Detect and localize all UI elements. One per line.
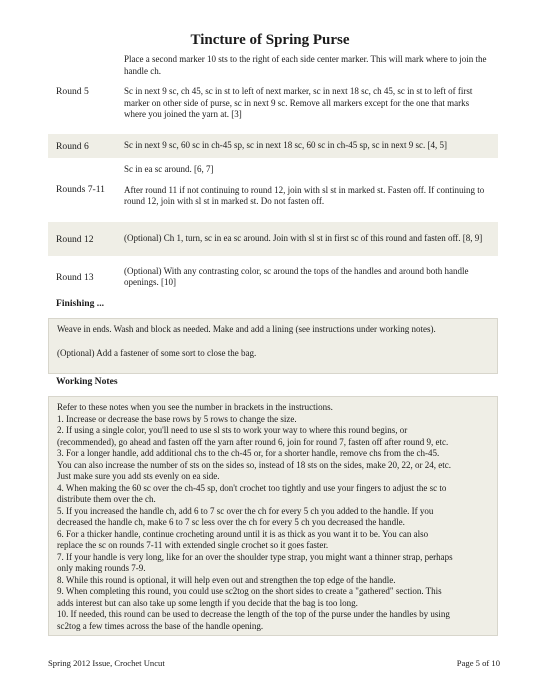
note-line: only making rounds 7-9. bbox=[57, 563, 146, 573]
note-line: 9. When completing this round, you could use sc2tog on the short sides to create a "gathered" section. This bbox=[57, 586, 442, 596]
footer-right: Page 5 of 10 bbox=[456, 658, 500, 668]
note-line: You can also increase the number of sts on the sides so, instead of 18 sts on the sides, make 20, 22, or 24, etc. bbox=[57, 459, 452, 470]
finishing-paragraph: Weave in ends. Wash and block as needed. Make and add a lining (see instructions under working notes). bbox=[57, 324, 436, 334]
note-line: 8. While this round is optional, it will help even out and strengthen the top edge of the handle. bbox=[57, 574, 396, 585]
note-line: decreased the handle ch, make 6 to 7 sc less over the ch for every 5 ch you decreased the handle. bbox=[57, 517, 405, 527]
note-line: distribute them over the ch. bbox=[57, 494, 156, 504]
round-row bbox=[48, 52, 498, 130]
round-row bbox=[48, 222, 498, 256]
note-line: adds interest but can also take up some length if you decide that the bag is too long. bbox=[57, 597, 358, 608]
note-line: 4. When making the 60 sc over the ch-45 sp, don't crochet too tightly and use your fingers to adjust the sc to bbox=[57, 482, 447, 493]
round-label: Round 6 bbox=[56, 140, 89, 152]
note-line: 5. If you increased the handle ch, add 6 to 7 sc over the ch for every 5 ch you added to the handle. If you bbox=[57, 505, 434, 516]
note-line: 2. If using a single color, you'll need to use sl sts to work your way to where this round begins, or bbox=[57, 425, 408, 435]
round-row bbox=[48, 162, 498, 216]
note-line: Just make sure you add sts evenly on ea side. bbox=[57, 471, 220, 481]
round-paragraph: Sc in next 9 sc, 60 sc in ch-45 sp, sc in next 18 sc, 60 sc in ch-45 sp, sc in next 9 sc. [4, 5] bbox=[124, 140, 447, 151]
round-paragraph: Sc in next 9 sc, ch 45, sc in st to left of next marker, sc in next 18 sc, ch 45, sc in st to left of first marker on other side of purse, sc in next 9 sc. Remove all markers except for the one that marks where you joined the yarn at. [3] bbox=[124, 86, 473, 119]
note-line: Refer to these notes when you see the number in brackets in the instructions. bbox=[57, 402, 333, 412]
round-label: Round 5 bbox=[56, 85, 89, 97]
round-instructions bbox=[118, 162, 498, 216]
note-line: replace the sc on rounds 7-11 with extended single crochet so it goes faster. bbox=[57, 540, 329, 550]
round-paragraph: Sc in ea sc around. [6, 7] bbox=[124, 164, 214, 174]
note-line: 3. For a longer handle, add additional chs to the ch-45 or, for a shorter handle, remove chs from the ch-45. bbox=[57, 448, 440, 458]
round-label: Round 12 bbox=[56, 233, 94, 245]
round-row bbox=[48, 260, 498, 294]
footer-left: Spring 2012 Issue, Crochet Uncut bbox=[48, 658, 165, 668]
note-line: 1. Increase or decrease the base rows by 5 rows to change the size. bbox=[57, 413, 297, 424]
note-line: 10. If needed, this round can be used to decrease the length of the top of the purse under the handles by using bbox=[57, 609, 450, 619]
working-notes-box bbox=[48, 396, 498, 636]
round-paragraph: After round 11 if not continuing to round 12, join with sl st in marked st. Fasten off. If continuing to round 12, join with sl st in marked st. Do not fasten off. bbox=[124, 184, 485, 206]
rounds-table bbox=[48, 52, 498, 294]
round-paragraph: (Optional) Ch 1, turn, sc in ea sc around. Join with sl st in first sc of this round and fasten off. [8, 9] bbox=[124, 233, 483, 244]
round-instructions bbox=[118, 52, 498, 130]
working-notes-heading: Working Notes bbox=[56, 376, 118, 387]
round-paragraph: (Optional) With any contrasting color, sc around the tops of the handles and around both handle openings. [10] bbox=[124, 265, 469, 287]
page-title: Tincture of Spring Purse bbox=[190, 32, 350, 48]
finishing-heading: Finishing ... bbox=[56, 298, 104, 309]
finishing-box bbox=[48, 318, 498, 374]
note-line: 7. If your handle is very long, like for an over the shoulder type strap, you might want a thinner strap, perhaps bbox=[57, 551, 453, 562]
round-instructions bbox=[118, 222, 498, 256]
round-label: Rounds 7-11 bbox=[56, 183, 105, 195]
round-paragraph: Place a second marker 10 sts to the right of each side center marker. This will mark where to join the handle ch. bbox=[124, 54, 487, 76]
round-instructions bbox=[118, 260, 498, 294]
note-line: 6. For a thicker handle, continue crocheting around until it is as thick as you want it to be. You can also bbox=[57, 528, 429, 539]
note-line: (recommended), go ahead and fasten off the yarn after round 6, join for round 7, fasten off after round 9, etc. bbox=[57, 436, 449, 447]
note-line: sc2tog a few times across the base of the handle opening. bbox=[57, 620, 264, 631]
round-label: Round 13 bbox=[56, 271, 94, 283]
finishing-paragraph: (Optional) Add a fastener of some sort to close the bag. bbox=[57, 347, 257, 358]
round-row bbox=[48, 134, 498, 158]
round-instructions bbox=[118, 134, 498, 158]
